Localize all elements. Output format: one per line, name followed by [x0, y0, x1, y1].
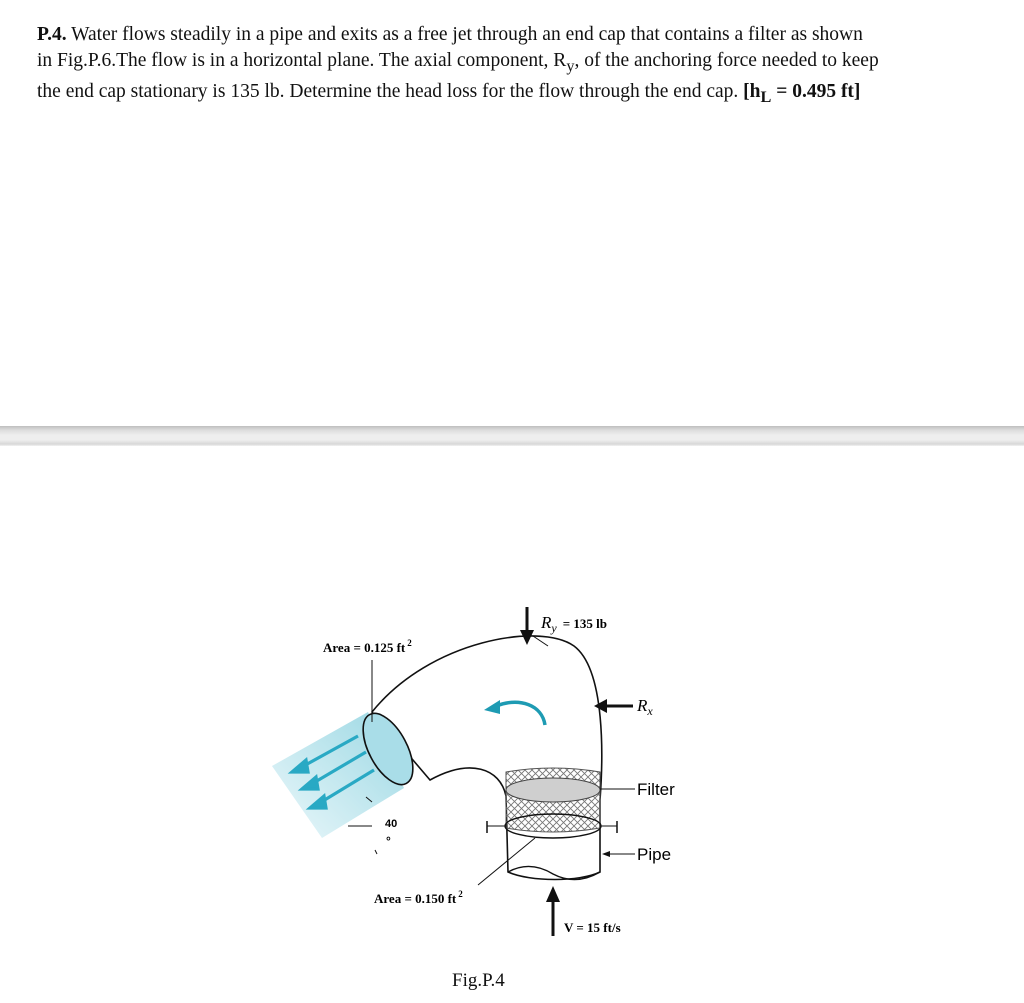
filter-label: Filter: [637, 780, 675, 799]
velocity-arrow-head: [546, 886, 560, 902]
area-top-exponent: 2: [407, 638, 412, 648]
answer-text: [743, 80, 861, 106]
area-top-label: [323, 638, 412, 655]
ry-value: = 135 lb: [562, 616, 607, 631]
pipe-label: Pipe: [637, 845, 672, 864]
ry-symbol: R: [541, 613, 552, 632]
angle-degree-mark: °: [386, 834, 391, 848]
pipe-end-cap-figure: [0, 590, 1024, 950]
pipe-leader-head: [602, 851, 610, 857]
rx-label: [636, 696, 653, 718]
filter-top-ring: [506, 778, 600, 802]
area-bottom-exponent: 2: [458, 889, 463, 899]
area-top-text: Area = 0.125 ft: [323, 640, 406, 655]
problem-statement: [37, 22, 997, 110]
problem-line-1: Water flows steadily in a pipe and exits as a free jet through an end cap that contains a filter as shown: [66, 24, 863, 45]
rx-subscript: x: [647, 704, 653, 718]
ry-label: [540, 613, 607, 635]
area-bottom-text: Area = 0.150 ft: [374, 891, 457, 906]
ry-subscript-text: y: [566, 56, 575, 75]
answer-subscript: L: [760, 87, 772, 106]
angle-bottom-tick: [375, 850, 377, 854]
problem-line-2: in Fig.P.6.The flow is in a horizontal plane. The axial component, R: [37, 49, 567, 71]
ry-subscript: y: [551, 621, 557, 635]
angle-label: 40: [385, 818, 398, 830]
velocity-label: V = 15 ft/s: [564, 920, 621, 935]
answer-value: = 0.495 ft]: [771, 80, 861, 102]
page-separator: [0, 426, 1024, 446]
problem-line-3: the end cap stationary is 135 lb. Determine the head loss for the flow through the end cap.: [37, 80, 744, 102]
figure-caption: Fig.P.4: [452, 970, 505, 991]
rx-symbol: R: [637, 696, 648, 715]
area-bottom-label: [374, 889, 463, 906]
answer-prefix: [h: [743, 80, 761, 102]
problem-line-2b: , of the anchoring force needed to keep: [574, 49, 879, 71]
problem-label: P.4.: [37, 24, 67, 45]
